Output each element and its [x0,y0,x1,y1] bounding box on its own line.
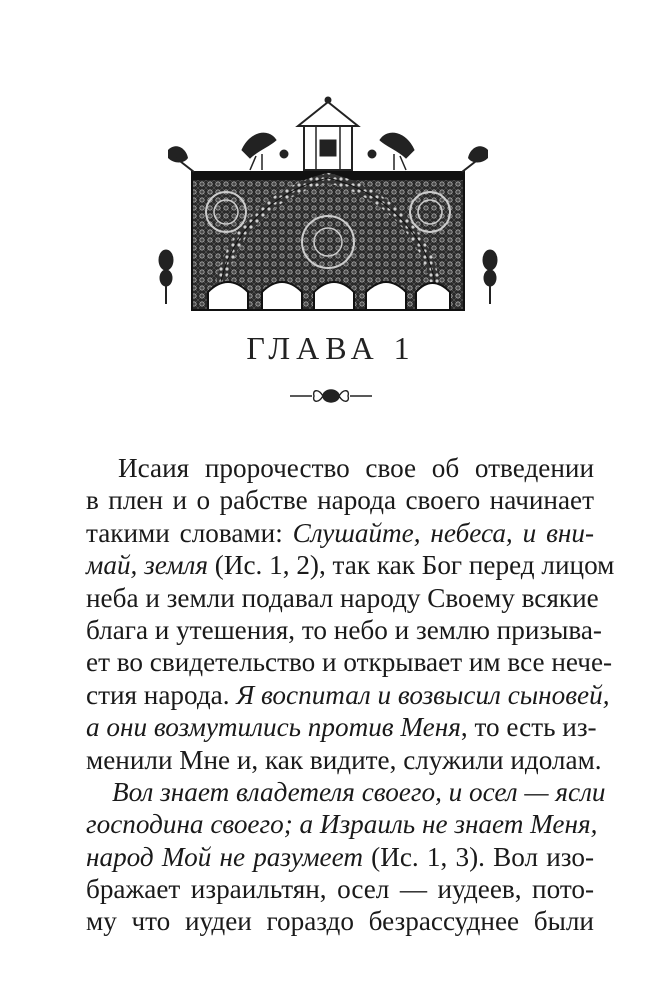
text-line [86,905,594,937]
text-segment: неба и земли подавал народу Своему всякие [86,582,599,613]
text-line [86,873,594,905]
text-line [86,452,594,484]
text-segment: (Ис. 1, 3). Вол изо- [362,841,594,872]
ornamental-headpiece-icon [158,92,498,314]
text-segment: (Ис. 1, 2), так как Бог перед лицом [207,550,615,581]
scripture-quote: май, земля [86,550,208,581]
text-segment: блага и утешения, то небо и землю призыва- [86,614,602,645]
text-line [86,841,594,873]
scripture-quote: Слушайте, небеса, и вни- [292,517,594,548]
text-line [86,646,613,678]
text-segment: стия народа. [86,679,237,710]
text-line [86,484,594,516]
text-segment: , то есть из- [460,712,597,743]
text-line [86,808,598,840]
floral-divider-icon [288,384,374,408]
text-line [86,744,602,776]
text-line [86,614,602,646]
chapter-title: ГЛАВА 1 [246,330,416,366]
text-segment: Исаия пророчество свое об отведении [118,453,594,483]
text-line [86,582,599,614]
text-line [86,517,594,549]
text-segment: му что иудеи гораздо безрассуднее были [86,906,594,937]
text-segment: в плен и о рабстве народа своего начинает [86,485,594,516]
scripture-quote: господина своего; а Израиль не знает Меня, [86,809,598,840]
text-segment: такими словами: [86,517,293,548]
scripture-quote: а они возмутились против Меня [86,712,461,743]
text-line [86,711,597,743]
text-line [86,549,615,581]
text-segment: ет во свидетельство и открывает им все нече- [86,647,613,678]
text-line [86,776,606,808]
text-segment: бражает израильтян, осел — иудеев, пото- [86,874,594,905]
text-line [86,679,610,711]
text-segment: менили Мне и, как видите, служили идолам. [86,744,602,775]
scripture-quote: Вол знает владетеля своего, и осел — ясли [112,776,606,807]
chapter-body-text [86,452,615,938]
scripture-quote: Я воспитал и возвысил сыновей, [236,679,610,710]
scripture-quote: народ Мой не разумеет [86,841,363,872]
